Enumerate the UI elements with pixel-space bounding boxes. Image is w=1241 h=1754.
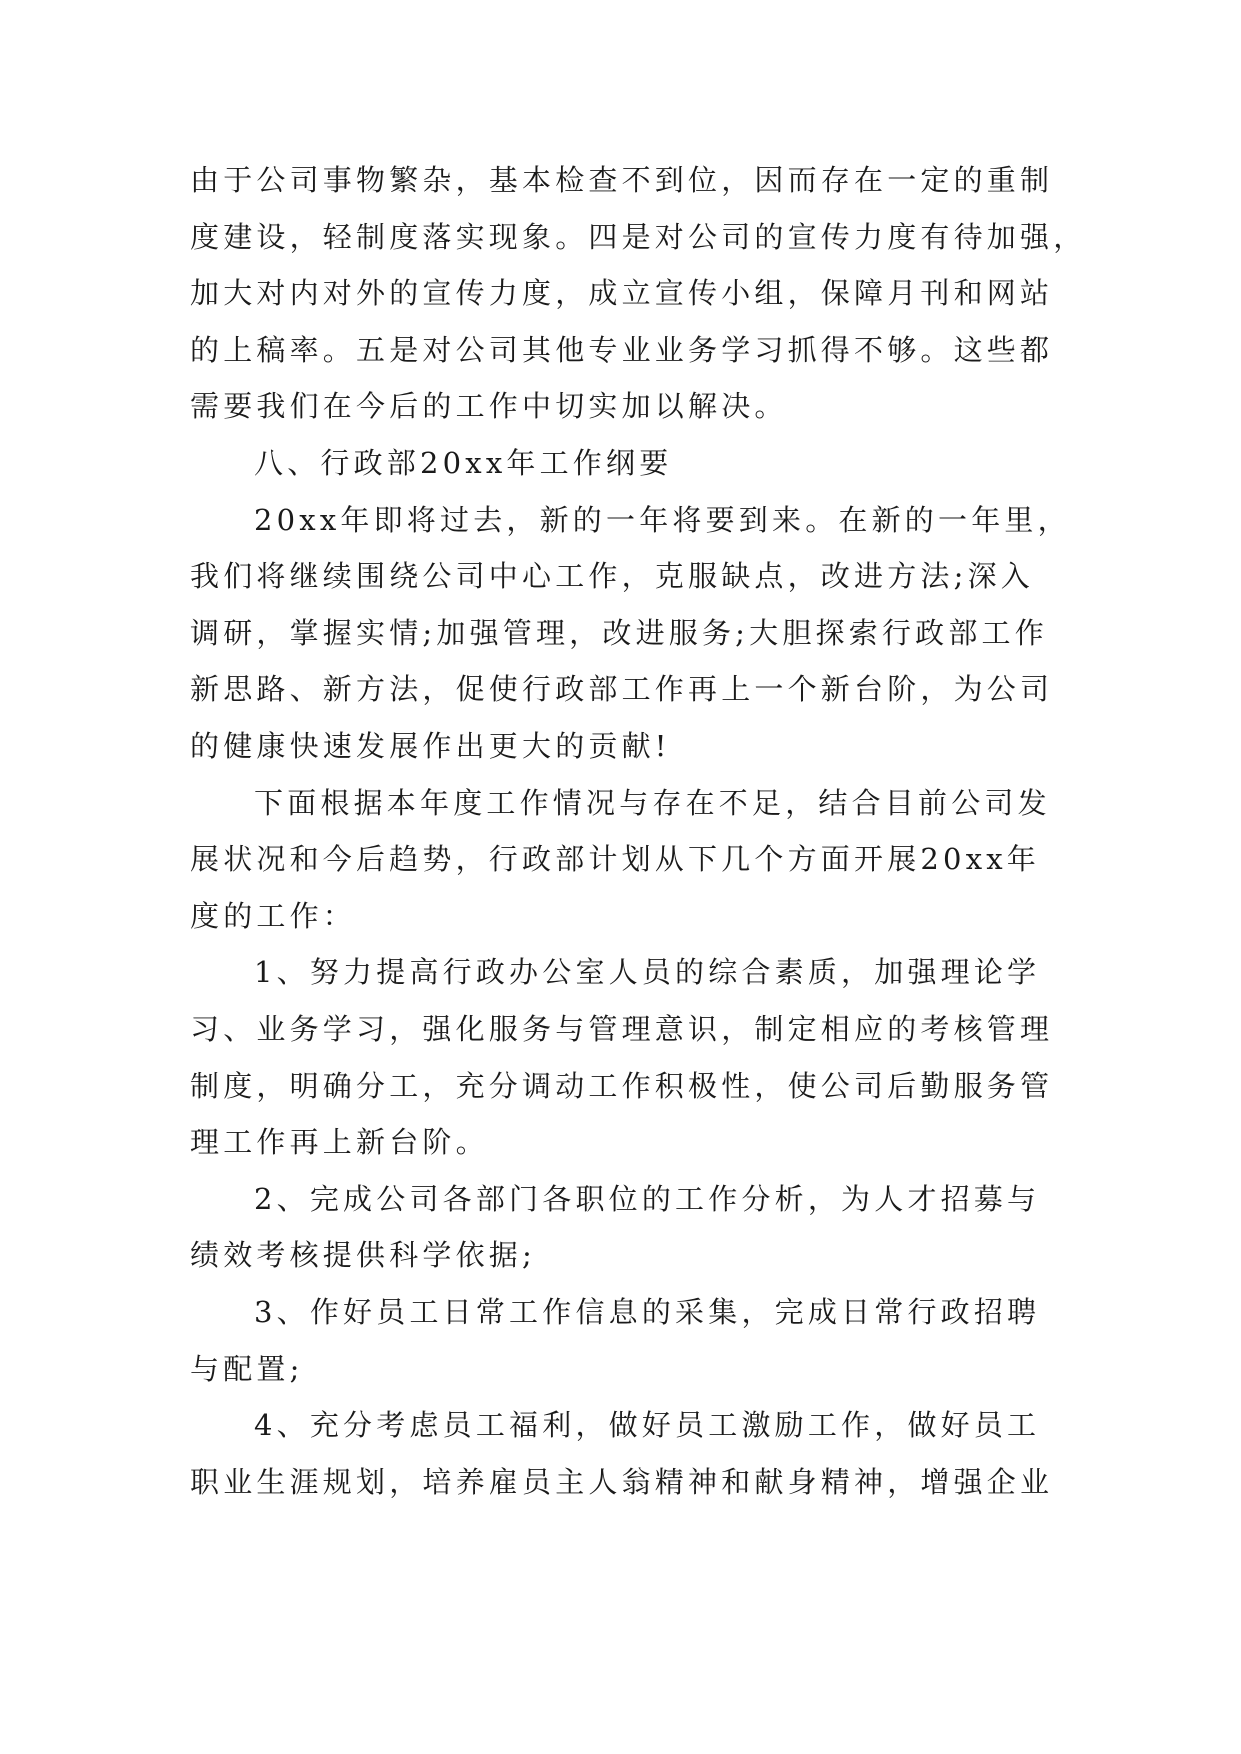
text-line: 的健康快速发展作出更大的贡献! xyxy=(190,729,671,763)
text-line: 习、业务学习，强化服务与管理意识，制定相应的考核管理 xyxy=(190,1012,1054,1046)
text-line: 下面根据本年度工作情况与存在不足，结合目前公司发 xyxy=(254,786,1051,820)
section-heading: 八、行政部20xx年工作纲要 xyxy=(254,446,673,480)
text-line: 度建设，轻制度落实现象。四是对公司的宣传力度有待加强， xyxy=(190,220,1087,254)
text-line: 新思路、新方法，促使行政部工作再上一个新台阶，为公司 xyxy=(190,672,1054,706)
text-line: 20xx年即将过去，新的一年将要到来。在新的一年里， xyxy=(254,503,1071,537)
text-line: 与配置; xyxy=(190,1352,304,1386)
text-line: 绩效考核提供科学依据; xyxy=(190,1238,536,1272)
text-line: 制度，明确分工，充分调动工作积极性，使公司后勤服务管 xyxy=(190,1069,1054,1103)
text-line: 调研，掌握实情;加强管理，改进服务;大胆探索行政部工作 xyxy=(190,616,1048,650)
text-line: 度的工作： xyxy=(190,899,357,933)
list-item-line: 1、努力提高行政办公室人员的综合素质，加强理论学 xyxy=(254,955,1041,989)
text-line: 由于公司事物繁杂，基本检查不到位，因而存在一定的重制 xyxy=(190,163,1054,197)
text-line: 的上稿率。五是对公司其他专业业务学习抓得不够。这些都 xyxy=(190,333,1054,367)
text-line: 需要我们在今后的工作中切实加以解决。 xyxy=(190,389,788,423)
text-line: 职业生涯规划，培养雇员主人翁精神和献身精神，增强企业 xyxy=(190,1465,1054,1499)
list-item-line: 3、作好员工日常工作信息的采集，完成日常行政招聘 xyxy=(254,1295,1041,1329)
list-item-line: 4、充分考虑员工福利，做好员工激励工作，做好员工 xyxy=(254,1408,1041,1442)
text-line: 展状况和今后趋势，行政部计划从下几个方面开展20xx年 xyxy=(190,842,1041,876)
text-line: 加大对内对外的宣传力度，成立宣传小组，保障月刊和网站 xyxy=(190,276,1054,310)
text-line: 我们将继续围绕公司中心工作，克服缺点，改进方法;深入 xyxy=(190,559,1034,593)
list-item-line: 2、完成公司各部门各职位的工作分析，为人才招募与 xyxy=(254,1182,1041,1216)
text-line: 理工作再上新台阶。 xyxy=(190,1125,489,1159)
